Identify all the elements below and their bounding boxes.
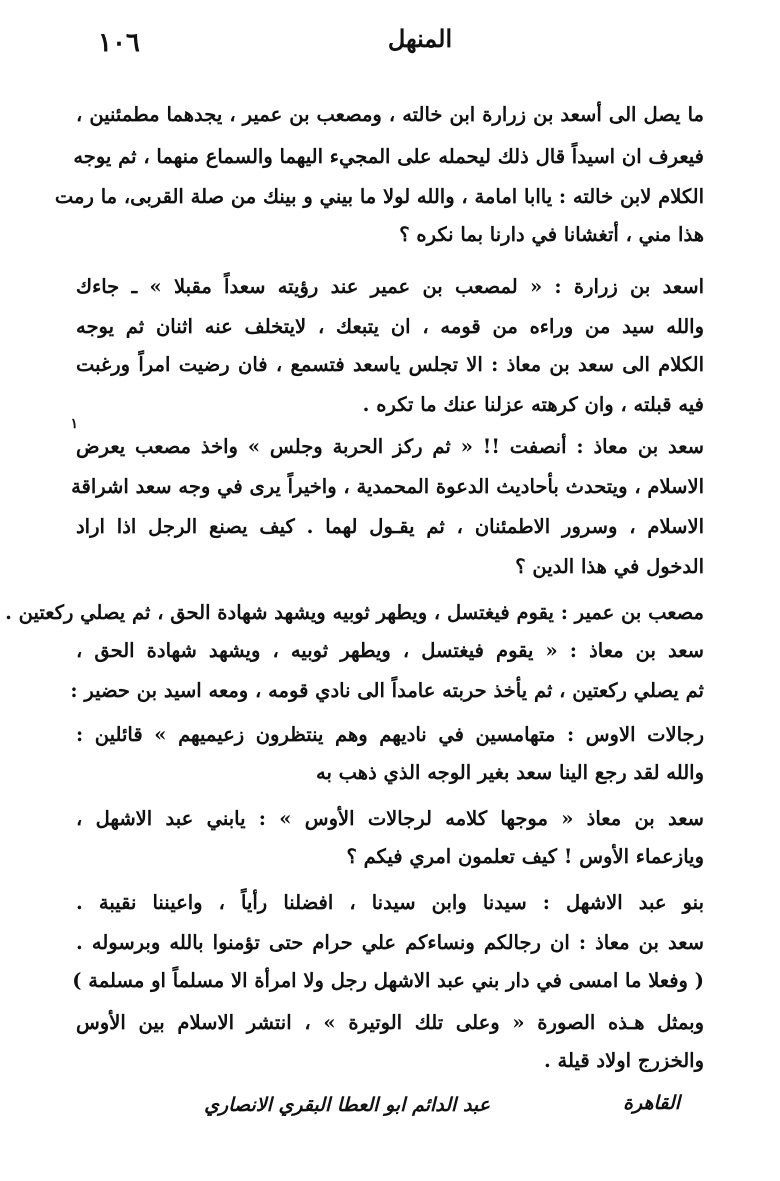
text-line: الدخول في هذا الدين ؟: [515, 555, 704, 578]
text-line: فيه قبلته ، وان كرهته عزلنا عنك ما تكره .: [362, 393, 704, 416]
text-line: والله سيد من وراءه من قومه ، ان يتبعك ، لايتخلف عنه اثنان ثم يوجه: [76, 315, 704, 338]
text-line: الاسلام ، وسرور الاطمئنان ، ثم يقـول لهما . كيف يصنع الرجل اذا اراد: [76, 515, 704, 538]
text-line: الكلام لابن خالته : ياابا امامة ، والله لولا ما بيني و بينك من صلة القربى، ما رمت: [54, 185, 704, 208]
text-line: ما يصل الى أسعد بن زرارة ابن خالته ، ومصعب بن عمير ، يجدهما مطمئنين ،: [76, 103, 704, 126]
text-line: سعد بن معاذ « موجها كلامه لرجالات الأوس » : يابني عبد الاشهل ،: [76, 807, 704, 830]
text-line: فيعرف ان اسيداً قال ذلك ليحمله على المجيء اليهما والسماع منهما ، ثم يوجه: [73, 145, 704, 168]
text-line: ثم يصلي ركعتين ، ثم يأخذ حربته عامداً الى نادي قومه ، ومعه اسيد بن حضير :: [70, 679, 704, 702]
text-line: والخزرج اولاد قيلة .: [543, 1049, 704, 1072]
text-line: ( وفعلا ما امسى في دار بني عبد الاشهل رجل ولا امرأة الا مسلماً او مسلمة ): [72, 969, 704, 992]
text-line: مصعب بن عمير : يقوم فيغتسل ، ويطهر ثوبيه ويشهد شهادة الحق ، ثم يصلي ركعتين .: [5, 601, 704, 624]
text-line: والله لقد رجع الينا سعد بغير الوجه الذي ذهب به: [315, 761, 704, 784]
text-line: اسعد بن زرارة : « لمصعب بن عمير عند رؤيته سعداً مقبلا » ـ جاءك: [76, 275, 704, 298]
text-line: سعد بن معاذ : ان رجالكم ونساءكم علي حرام حتى تؤمنوا بالله وبرسوله .: [76, 931, 704, 954]
margin-note: ١: [70, 416, 78, 432]
text-line: الكلام الى سعد بن معاذ : الا تجلس ياسعد فتسمع ، فان رضيت امراً ورغبت: [76, 353, 704, 376]
footer-place: القاهرة: [623, 1092, 680, 1114]
text-line: هذا مني ، أتغشانا في دارنا بما نكره ؟: [399, 223, 704, 246]
text-line: سعد بن معاذ : « يقوم فيغتسل ، ويطهر ثوبيه ، ويشهد شهادة الحق ،: [76, 639, 704, 662]
text-line: وبمثل هـذه الصورة « وعلى تلك الوتيرة » ، انتشر الاسلام بين الأوس: [76, 1011, 704, 1034]
text-line: ويازعماء الأوس ! كيف تعلمون امري فيكم ؟: [346, 845, 704, 868]
text-line: الاسلام ، ويتحدث بأحاديث الدعوة المحمدية ، واخيراً يرى في وجه سعد اشراقة: [71, 475, 704, 498]
page-number: ١٠٦: [98, 28, 140, 58]
text-line: رجالات الاوس : متهامسين في ناديهم وهم ينتظرون زعيميهم » قائلين :: [76, 723, 704, 746]
running-title: المنهل: [387, 24, 453, 53]
text-line: سعد بن معاذ : أنصفت !! « ثم ركز الحربة وجلس » واخذ مصعب يعرض: [76, 435, 704, 458]
page-header: [60, 24, 720, 64]
text-line: بنو عبد الاشهل : سيدنا وابن سيدنا ، افضلنا رأياً ، واعيننا نقيبة .: [76, 891, 704, 914]
footer-author-signature: عبد الدائم ابو العطا البقري الانصاري: [204, 1094, 490, 1116]
